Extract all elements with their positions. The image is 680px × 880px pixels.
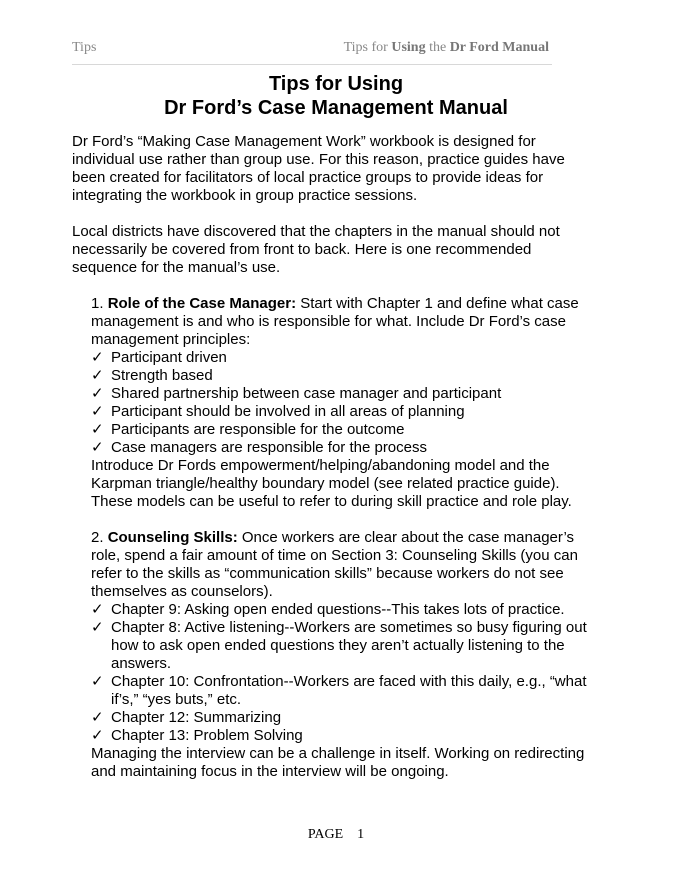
section-outro: Introduce Dr Fords empowerment/helping/abandoning model and the Karpman triangle/healthy boundary model (see related practice guide). These models can be useful to refer to during skill practice and role play.	[91, 457, 572, 510]
checkmark-icon: ✓	[91, 601, 104, 618]
section-1	[91, 295, 600, 511]
list-item	[91, 727, 600, 745]
list-item	[91, 619, 600, 673]
list-item	[91, 601, 600, 619]
checkmark-icon: ✓	[91, 367, 104, 384]
section-heading: Counseling Skills:	[107, 529, 238, 546]
section-outro: Managing the interview can be a challenge in itself. Working on redirecting and maintaining focus in the interview will be ongoing.	[91, 745, 585, 780]
header-left: Tips	[72, 40, 97, 55]
footer-label: PAGE	[307, 827, 344, 842]
list-item	[91, 439, 600, 457]
header-text: Using	[391, 40, 426, 55]
intro-paragraph: Dr Ford’s “Making Case Management Work” workbook is designed for individual use rather than group use. For this reason, practice guides have been created for facilitators of local practice groups to provide ideas for integrating the workbook in group practice sessions.	[72, 133, 565, 204]
list-item	[91, 367, 600, 385]
section-2	[91, 529, 600, 781]
checkmark-icon: ✓	[91, 403, 104, 420]
list-item-text: Participant should be involved in all areas of planning	[111, 403, 465, 420]
checklist	[91, 349, 600, 457]
list-item	[91, 385, 600, 403]
title-line-2: Dr Ford’s Case Management Manual	[164, 97, 508, 119]
list-item-text: Participant driven	[111, 349, 227, 366]
section-intro-text: Once workers are clear about the case manager’s role, spend a fair amount of time on Section 3: Counseling Skills (you can refer to the skills as “communication skills” because workers do not see themselves as counselors).	[91, 529, 578, 600]
page-title	[0, 72, 672, 120]
header-divider	[72, 64, 552, 65]
title-line-1: Tips for Using	[268, 73, 404, 95]
list-item-text: Chapter 10: Confrontation--Workers are faced with this daily, e.g., “what if’s,” “yes buts,” etc.	[111, 673, 587, 708]
checkmark-icon: ✓	[91, 349, 104, 366]
section-number: 1.	[91, 295, 108, 312]
section-number: 2.	[91, 529, 108, 546]
header-right	[344, 40, 549, 56]
list-item-text: Shared partnership between case manager and participant	[111, 385, 502, 402]
section-heading: Role of the Case Manager:	[107, 295, 297, 312]
list-item	[91, 349, 600, 367]
document-body	[72, 133, 600, 799]
list-item	[91, 421, 600, 439]
page-number: 1	[357, 827, 365, 842]
page-footer	[0, 827, 672, 843]
checkmark-icon: ✓	[91, 385, 104, 402]
list-item	[91, 709, 600, 727]
list-item-text: Chapter 12: Summarizing	[111, 709, 282, 726]
checkmark-icon: ✓	[91, 727, 104, 744]
checkmark-icon: ✓	[91, 673, 104, 690]
checkmark-icon: ✓	[91, 439, 104, 456]
list-item-text: Strength based	[111, 367, 213, 384]
list-item	[91, 673, 600, 709]
section-intro	[91, 529, 600, 601]
list-item-text: Participants are responsible for the outcome	[111, 421, 405, 438]
section-intro-text: Start with Chapter 1 and define what case management is and who is responsible for what. Include Dr Ford’s case management principles:	[91, 295, 579, 348]
checkmark-icon: ✓	[91, 421, 104, 438]
list-item-text: Chapter 13: Problem Solving	[111, 727, 303, 744]
list-item-text: Chapter 8: Active listening--Workers are sometimes so busy figuring out how to ask open ended questions they aren’t actually listening to the answers.	[111, 619, 587, 672]
checkmark-icon: ✓	[91, 619, 104, 636]
header-text: Tips for	[343, 40, 392, 55]
intro-paragraph: Local districts have discovered that the chapters in the manual should not necessarily be covered from front to back. Here is one recommended sequence for the manual’s use.	[72, 223, 560, 276]
list-item	[91, 403, 600, 421]
checkmark-icon: ✓	[91, 709, 104, 726]
section-intro	[91, 295, 600, 349]
list-item-text: Case managers are responsible for the process	[111, 439, 427, 456]
header-text: the	[425, 40, 450, 55]
checklist	[91, 601, 600, 745]
header-text: Dr Ford Manual	[449, 40, 549, 55]
list-item-text: Chapter 9: Asking open ended questions--This takes lots of practice.	[111, 601, 565, 618]
